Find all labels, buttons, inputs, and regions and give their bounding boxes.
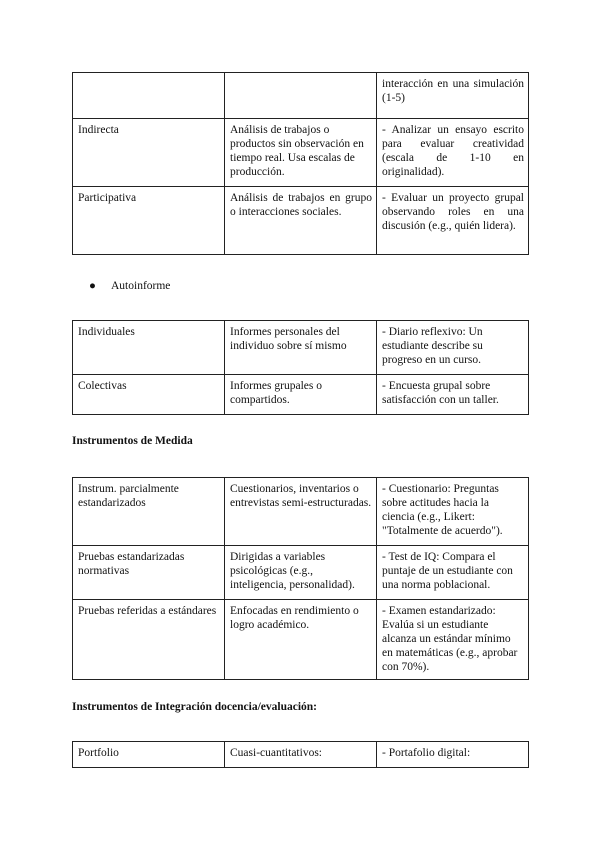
table-cell: Indirecta (73, 119, 225, 187)
table-cell: Colectivas (73, 375, 225, 415)
table-cell: - Cuestionario: Preguntas sobre actitudes hacia la ciencia (e.g., Likert: "Totalmente de acuerdo"). (377, 478, 529, 546)
table-cell: Pruebas referidas a estándares (73, 600, 225, 680)
self-report-table (72, 320, 529, 415)
table-cell: - Test de IQ: Compara el puntaje de un estudiante con una norma poblacional. (377, 546, 529, 600)
section-heading-medida: Instrumentos de Medida (72, 435, 193, 447)
table-row (73, 600, 529, 680)
table-cell (73, 73, 225, 119)
bullet-item (89, 279, 170, 293)
table-cell: - Diario reflexivo: Un estudiante describe su progreso en un curso. (377, 321, 529, 375)
table-cell: Análisis de trabajos en grupo o interacciones sociales. (225, 187, 377, 255)
table-cell: - Examen estandarizado: Evalúa si un estudiante alcanza un estándar mínimo en matemáticas (e.g., aprobar con 70%). (377, 600, 529, 680)
table-row (73, 375, 529, 415)
observation-table (72, 72, 529, 255)
table-cell (225, 73, 377, 119)
bullet-text: Autoinforme (111, 280, 171, 292)
table-row (73, 478, 529, 546)
table-cell: - Evaluar un proyecto grupal observando roles en una discusión (e.g., quién lidera). (377, 187, 529, 255)
table-row (73, 321, 529, 375)
table-row (73, 187, 529, 255)
table-cell: Dirigidas a variables psicológicas (e.g., inteligencia, personalidad). (225, 546, 377, 600)
integration-table (72, 741, 529, 768)
table-cell: Instrum. parcialmente estandarizados (73, 478, 225, 546)
section-heading-integracion: Instrumentos de Integración docencia/evaluación: (72, 701, 318, 713)
table-row (73, 73, 529, 119)
table-cell: - Encuesta grupal sobre satisfacción con un taller. (377, 375, 529, 415)
table-cell: Informes personales del individuo sobre sí mismo (225, 321, 377, 375)
table-row (73, 546, 529, 600)
table-cell: Análisis de trabajos o productos sin observación en tiempo real. Usa escalas de producción. (225, 119, 377, 187)
table-cell: - Analizar un ensayo escrito para evaluar creatividad (escala de 1-10 en originalidad). (377, 119, 529, 187)
table-cell: Portfolio (73, 742, 225, 768)
measurement-table (72, 477, 529, 680)
table-cell: Informes grupales o compartidos. (225, 375, 377, 415)
table-cell: Cuestionarios, inventarios o entrevistas semi-estructuradas. (225, 478, 377, 546)
table-cell: Participativa (73, 187, 225, 255)
table-cell: Pruebas estandarizadas normativas (73, 546, 225, 600)
table-cell: interacción en una simulación (1-5) (377, 73, 529, 119)
table-cell: Individuales (73, 321, 225, 375)
table-row (73, 119, 529, 187)
table-cell: - Portafolio digital: (377, 742, 529, 768)
bullet-icon: ● (89, 280, 96, 292)
table-cell: Enfocadas en rendimiento o logro académico. (225, 600, 377, 680)
table-cell: Cuasi-cuantitativos: (225, 742, 377, 768)
table-row (73, 742, 529, 768)
